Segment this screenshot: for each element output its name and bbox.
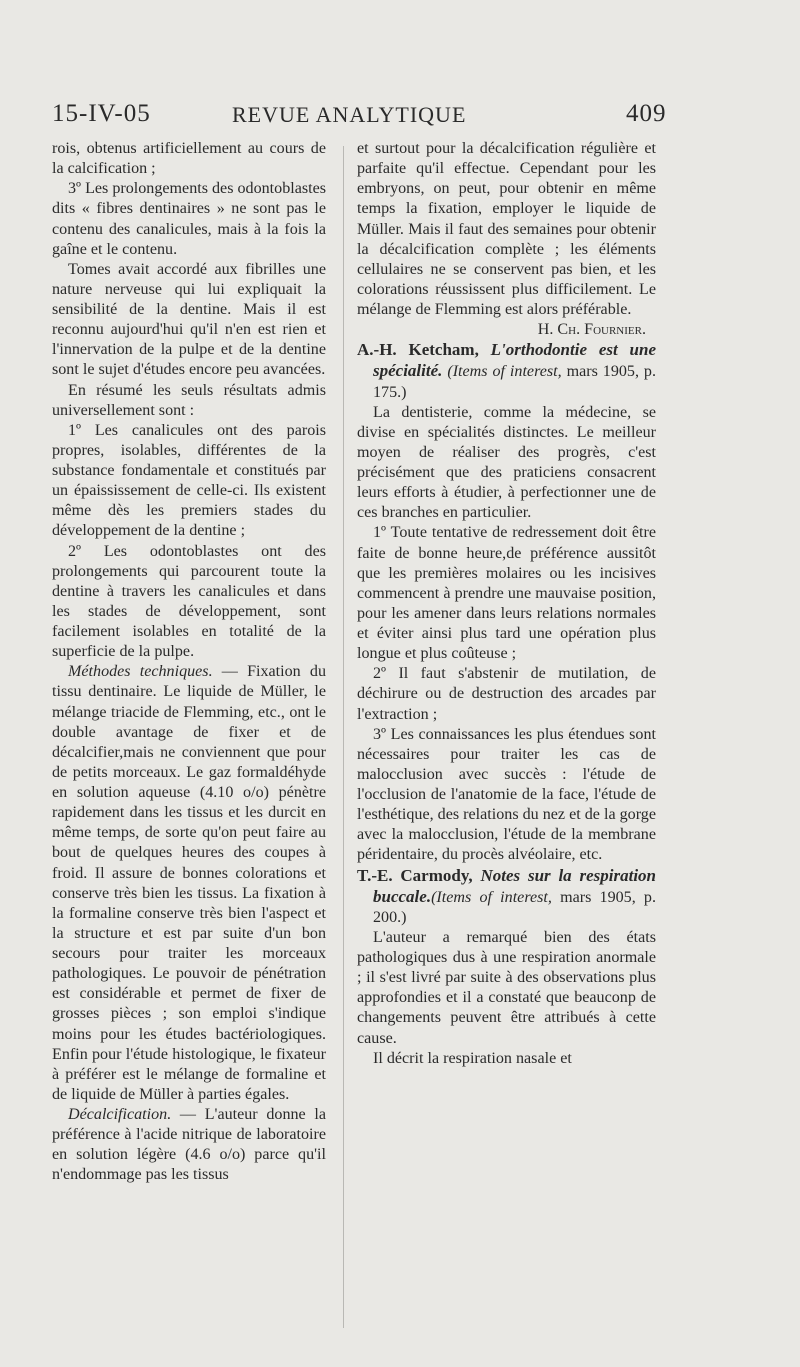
signature: H. Ch. Fournier. [537,321,646,339]
entry-source: (Items of interest, [442,363,562,381]
left-column [52,139,326,1186]
entry-date: mars 1905, p. 200.) [373,888,657,926]
entry-author: A.-H. Ketcham, [357,340,479,360]
column-divider [343,146,344,1328]
paragraph-text: — L'auteur donne la préférence à l'acide nitrique de laboratoire en solution légère (4.6 o/o) parce qu'il n'endommage pas les tissus [52,1106,326,1184]
paragraph [52,662,326,1105]
section-label: Décalcification. [68,1106,172,1123]
paragraph: 3º Les connaissances les plus étendues sont nécessaires pour traiter les cas de malocclusion avec succès : l'étude de l'occlusion de l'anatomie de la face, l'étude de l'esthétique, des relations du nez et de la gorge avec la malocclusion, l'étude de la membrane péridentaire, du procès alvéolaire, etc. [357,725,656,864]
issue-date: 15-IV-05 [52,100,151,127]
paragraph: En résumé les seuls résultats admis universellement sont : [52,381,326,419]
running-header [0,100,800,132]
paragraph: 3º Les prolongements des odontoblastes dits « fibres dentinaires » ne sont pas le contenu des canalicules, mais à la fois la gaîne et le contenu. [52,180,326,258]
paragraph: Tomes avait accordé aux fibrilles une nature nerveuse qui lui expliquait la sensibilité de la dentine. Mais il est reconnu aujourd'hui qu'il n'en est rien et l'innervation de la pulpe et de la dentine sont le sujet d'études encore peu avancées. [52,260,326,379]
paragraph [52,1105,326,1186]
entry-title: Notes sur la respiration buccale. [373,865,657,906]
journal-title: REVUE ANALYTIQUE [232,102,467,127]
paragraph: rois, obtenus artificiellement au cours de la calcification ; [52,140,326,178]
entry-source: (Items of interest, [431,888,552,906]
bibliographic-entry [357,866,656,928]
paragraph: La dentisterie, comme la médecine, se divise en spécialités distinctes. Le meilleur moyen de réaliser des progrès, c'est précisément que des praticiens consacrent leurs efforts à étudier, à perfectionner une de ces branches en particulier. [357,403,656,522]
right-column [357,139,656,1069]
paragraph-text: — Fixation du tissu dentinaire. Le liquide de Müller, le mélange triacide de Flemming, etc., ont le double avantage de fixer et de décalcifier,mais ne conviennent que pour de petits morceaux. Le gaz formaldéhyde en solution aqueuse (4.10 o/o) pénètre rapidement dans les tissus et les durcit en même temps, de sorte qu'on peut faire au bout de quelques heures des coupes à froid. Il assure de bonnes colorations et conserve très bien les tissus. La fixation à la formaline conserve très bien l'aspect et la structure et est par suite d'un bon secours pour traiter les morceaux pathologiques. Le pouvoir de pénétration est considérable et permet de fixer de grosses pièces ; son emploi s'indique moins pour les études bactériologiques. Enfin pour l'étude histologique, le fixateur à préférer est le mélange de formaline et de liquide de Müller à parties égales. [52,663,326,1103]
section-label: Méthodes techniques. [68,663,213,681]
paragraph: L'auteur a remarqué bien des états pathologiques dus à une respiration anormale ; il s'est livré par suite à des observations plus approfondies et il a constaté que beauconp de changements peuvent être attribués à cette cause. [357,928,656,1047]
page-number: 409 [626,100,667,127]
paragraph: 2º Les odontoblastes ont des prolongements qui parcourent toute la dentine à travers les canalicules et dans les stades de développement, sont facilement isolables en totalité de la superficie de la pulpe. [52,542,326,661]
paragraph: 1º Toute tentative de redressement doit être faite de bonne heure,de préférence aussitôt que les premières molaires ou les incisives commencent à prendre une mauvaise position, pour les amener dans leurs relations normales et éviter ainsi plus tard une opération plus longue et plus coûteuse ; [357,524,656,663]
entry-author: T.-E. Carmody, [357,865,473,885]
entry-date: mars 1905, p. 175.) [373,363,656,401]
paragraph: et surtout pour la décalcification régulière et parfaite qu'il effectue. Cependant pour les embryons, on peut, pour obtenir en même temps la fixation, employer le liquide de Müller. Mais il faut des semaines pour obtenir la décalcification complète ; les éléments cellulaires ne se conservent pas bien, et les colorations réussissent plus difficilement. Le mélange de Flemming est alors préférable. [357,140,656,318]
paragraph: 1º Les canalicules ont des parois propres, isolables, différentes de la substance fondamentale et constitués par un épaississement de celle-ci. Ils existent même dès les premiers stades du développement de la dentine ; [52,421,326,540]
paragraph: Il décrit la respiration nasale et [373,1049,572,1067]
paragraph: 2º Il faut s'abstenir de mutilation, de déchirure ou de destruction des arcades par l'extraction ; [357,665,656,723]
entry-title: L'orthodontie est une spécialité. [373,340,656,381]
bibliographic-entry [357,340,656,402]
